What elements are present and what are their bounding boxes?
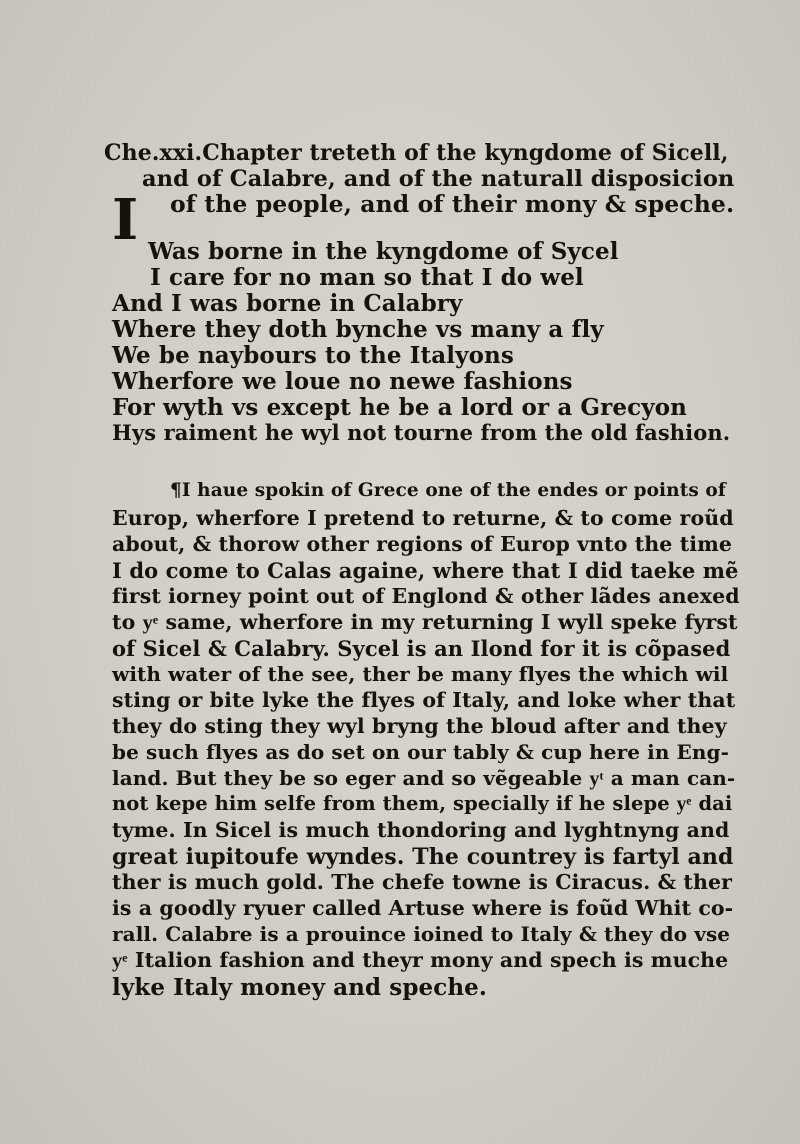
- chapter-heading-line-2: and of Calabre, and of the naturall disposicion: [142, 166, 735, 192]
- verse-line-8: Hys raiment he wyl not tourne from the old fashion.: [112, 420, 731, 445]
- prose-line-16: ther is much gold. The chefe towne is Ciracus. & ther: [112, 870, 732, 894]
- prose-line-8: with water of the see, ther be many flyes the which wil: [112, 662, 729, 686]
- prose-line-14: tyme. In Sicel is much thondoring and lyghtnyng and: [112, 818, 730, 842]
- chapter-heading-line-1: Che.xxi.Chapter treteth of the kyngdome of Sicell,: [104, 140, 729, 166]
- prose-line-4: I do come to Calas againe, where that I did taeke mẽ: [112, 558, 739, 583]
- prose-line-15: great iupitoufe wyndes. The countrey is fartyl and: [112, 844, 734, 870]
- prose-line-10: they do sting they wyl bryng the bloud after and they: [112, 714, 727, 738]
- prose-line-3: about, & thorow other regions of Europ vnto the time: [112, 532, 733, 556]
- prose-line-7: of Sicel & Calabry. Sycel is an Ilond for it is cõpased: [112, 636, 731, 661]
- prose-line-6: to yͤ same, wherfore in my returning I wyll speke fyrst: [112, 610, 738, 634]
- prose-line-18: rall. Calabre is a prouince ioined to Italy & they do vse: [112, 922, 731, 946]
- prose-line-13: not kepe him selfe from them, specially if he slepe yͤ dai: [112, 792, 733, 815]
- prose-line-17: is a goodly ryuer called Artuse where is foũd Whit co-: [112, 896, 734, 920]
- verse-line-3: And I was borne in Calabry: [112, 290, 463, 317]
- prose-line-5: first iorney point out of Englond & other lãdes anexed: [112, 584, 740, 608]
- verse-initial: I: [112, 187, 139, 253]
- prose-line-2: Europ, wherfore I pretend to returne, & to come roũd: [112, 506, 734, 530]
- verse-line-2: I care for no man so that I do wel: [150, 264, 584, 291]
- verse-line-1: Was borne in the kyngdome of Sycel: [148, 238, 619, 265]
- verse-line-5: We be naybours to the Italyons: [112, 342, 514, 369]
- chapter-heading-line-3: of the people, and of their mony & speche.: [170, 190, 735, 218]
- prose-line-20: lyke Italy money and speche.: [112, 974, 488, 1001]
- verse-line-6: Wherfore we loue no newe fashions: [112, 368, 573, 395]
- prose-line-9: sting or bite lyke the flyes of Italy, and loke wher that: [112, 688, 736, 712]
- prose-line-12: land. But they be so eger and so vẽgeable yͭ a man can-: [112, 766, 736, 790]
- verse-line-4: Where they doth bynche vs many a fly: [112, 316, 604, 343]
- prose-line-19: yͤ Italion fashion and theyr mony and spech is muche: [112, 948, 729, 972]
- prose-line-11: be such flyes as do set on our tably & cup here in Eng-: [112, 740, 730, 764]
- verse-line-7: For wyth vs except he be a lord or a Grecyon: [112, 394, 687, 421]
- prose-line-1: ¶I haue spokin of Grece one of the endes or points of: [170, 480, 726, 501]
